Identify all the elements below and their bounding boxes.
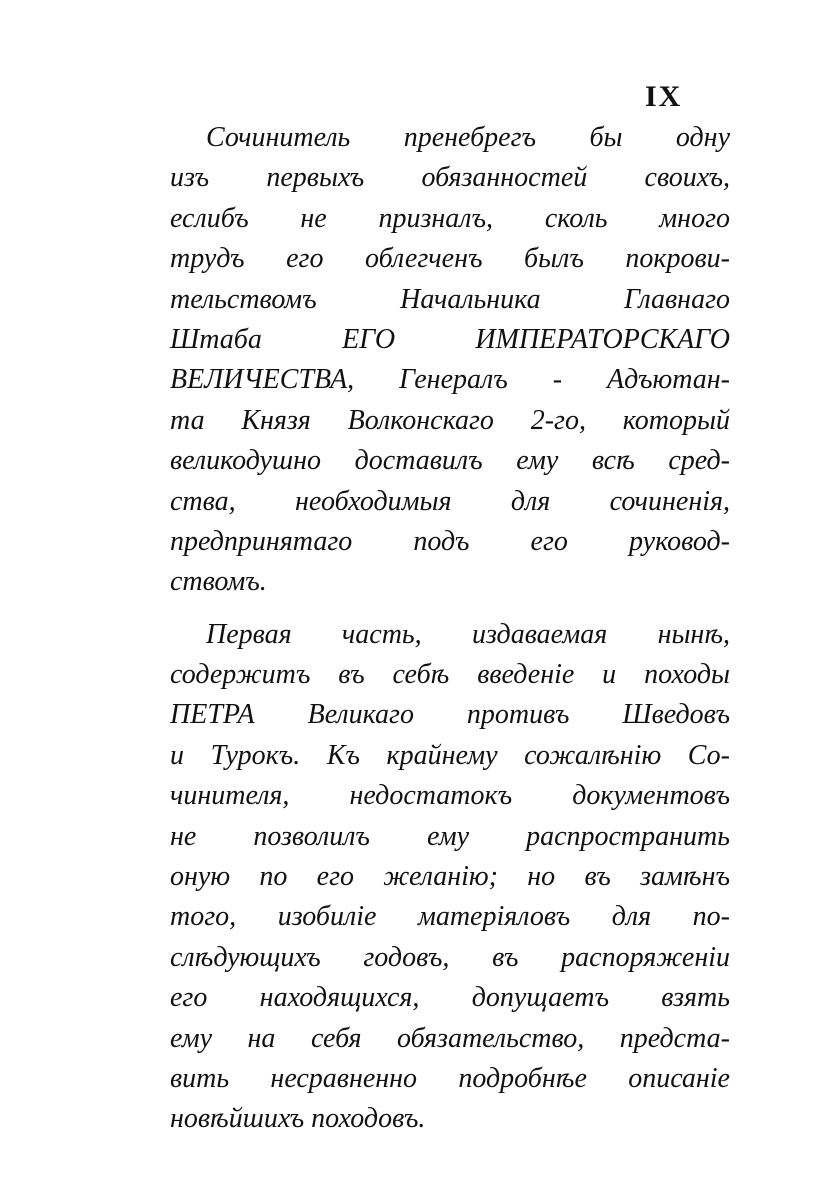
- text-line: изъ первыхъ обязанностей своихъ,: [170, 162, 730, 194]
- text-line: великодушно доставилъ ему всѣ сред-: [170, 445, 730, 477]
- text-line: оную по его желанію; но въ замѣнъ: [170, 861, 730, 893]
- text-line: предпринятаго подъ его руковод-: [170, 525, 730, 557]
- text-line: не позволилъ ему распространить: [170, 820, 730, 852]
- text-line: того, изобиліе матеріяловъ для по-: [170, 901, 730, 933]
- text-line: еслибъ не призналъ, сколь много: [170, 202, 730, 234]
- text-line: новѣйшихъ походовъ.: [170, 1103, 426, 1135]
- text-line: ствомъ.: [170, 566, 267, 598]
- text-line: ства, необходимыя для сочиненія,: [170, 485, 730, 517]
- text-line: Сочинитель пренебрегъ бы одну: [206, 122, 730, 153]
- text-line: вить несравненно подробнѣе описаніе: [170, 1062, 730, 1094]
- body-text: [170, 118, 730, 1140]
- text-line: Первая часть, издаваемая нынѣ,: [206, 618, 730, 650]
- text-line: его находящихся, допущаетъ взять: [170, 982, 730, 1014]
- text-line: содержитъ въ себѣ введеніе и походы: [170, 659, 730, 691]
- text-line: та Князя Волконскаго 2-го, который: [170, 404, 730, 436]
- text-line: чинителя, недостатокъ документовъ: [170, 780, 730, 812]
- text-line: ПЕТРА Великаго противъ Шведовъ: [170, 699, 730, 731]
- paragraph-gap: [170, 603, 730, 615]
- page-number: IX: [645, 80, 683, 113]
- text-line: ему на себя обязательство, предста-: [170, 1022, 730, 1054]
- text-line: и Турокъ. Къ крайнему сожалѣнію Со-: [170, 739, 730, 771]
- text-line: трудъ его облегченъ былъ покрови-: [170, 243, 730, 275]
- text-line: тельствомъ Начальника Главнаго: [170, 283, 730, 315]
- text-line: слѣдующихъ годовъ, въ распоряженіи: [170, 941, 730, 973]
- text-line: Штаба ЕГО ИМПЕРАТОРСКАГО: [170, 323, 730, 355]
- text-line: ВЕЛИЧЕСТВА, Генералъ - Адъютан-: [170, 364, 730, 396]
